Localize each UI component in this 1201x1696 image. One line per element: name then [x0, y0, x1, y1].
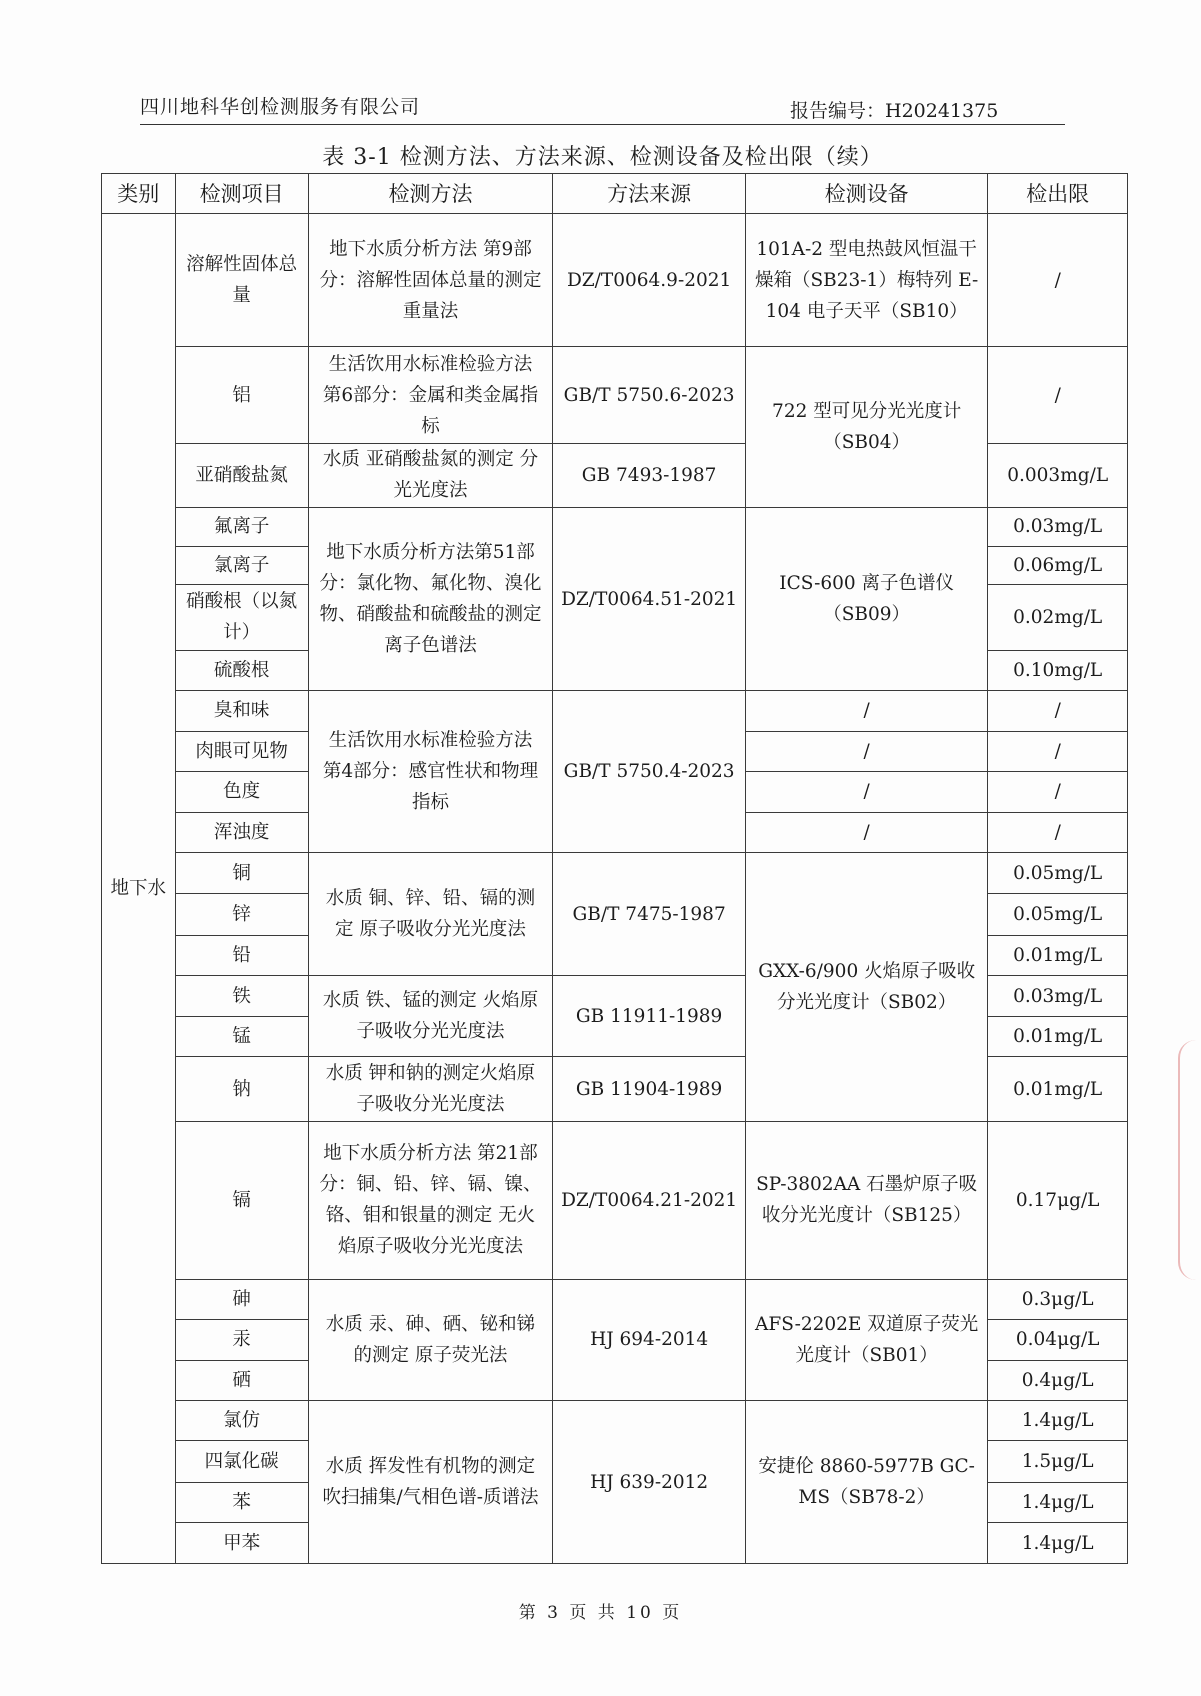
- item-cell: 铁: [175, 976, 308, 1016]
- limit-cell: /: [988, 691, 1128, 731]
- item-cell: 锰: [175, 1016, 308, 1056]
- method-cell: 地下水质分析方法 第9部分：溶解性固体总量的测定 重量法: [308, 214, 553, 347]
- equipment-cell: ICS-600 离子色谱仪（SB09）: [745, 508, 987, 691]
- category-cell: 地下水: [102, 214, 176, 1564]
- method-cell: 生活饮用水标准检验方法 第6部分：金属和类金属指标: [308, 347, 553, 443]
- item-cell: 硫酸根: [175, 650, 308, 690]
- item-cell: 四氯化碳: [175, 1441, 308, 1482]
- limit-cell: /: [988, 731, 1128, 771]
- header-divider: [140, 124, 1065, 125]
- source-cell: HJ 639-2012: [553, 1401, 746, 1564]
- method-cell: 地下水质分析方法 第21部分：铜、铅、锌、镉、镍、铬、钼和银量的测定 无火焰原子吸收分光光度法: [308, 1121, 553, 1279]
- col-header-item: 检测项目: [175, 174, 308, 214]
- table-row: [102, 691, 1128, 731]
- equipment-cell: /: [745, 772, 987, 812]
- partial-stamp-mark: [1178, 1040, 1196, 1280]
- table-row: [102, 214, 1128, 347]
- company-name: 四川地科华创检测服务有限公司: [140, 96, 421, 118]
- method-cell: 地下水质分析方法第51部分：氯化物、氟化物、溴化物、硝酸盐和硫酸盐的测定离子色谱法: [308, 508, 553, 691]
- table-row: [102, 853, 1128, 894]
- item-cell: 肉眼可见物: [175, 731, 308, 771]
- method-cell: 水质 钾和钠的测定火焰原子吸收分光光度法: [308, 1057, 553, 1122]
- col-header-source: 方法来源: [553, 174, 746, 214]
- equipment-cell: 101A-2 型电热鼓风恒温干燥箱（SB23-1）梅特列 E-104 电子天平（SB10）: [745, 214, 987, 347]
- item-cell: 浑浊度: [175, 812, 308, 852]
- item-cell: 苯: [175, 1482, 308, 1522]
- source-cell: DZ/T0064.21-2021: [553, 1121, 746, 1279]
- equipment-cell: 722 型可见分光光度计（SB04）: [745, 347, 987, 508]
- method-cell: 生活饮用水标准检验方法 第4部分：感官性状和物理指标: [308, 691, 553, 853]
- table-row: [102, 508, 1128, 546]
- equipment-cell: 安捷伦 8860-5977B GC-MS（SB78-2）: [745, 1401, 987, 1564]
- item-cell: 亚硝酸盐氮: [175, 443, 308, 508]
- item-cell: 钠: [175, 1057, 308, 1122]
- item-cell: 氯离子: [175, 546, 308, 584]
- limit-cell: 0.02mg/L: [988, 585, 1128, 651]
- source-cell: HJ 694-2014: [553, 1279, 746, 1400]
- item-cell: 锌: [175, 894, 308, 935]
- limit-cell: 1.4μg/L: [988, 1482, 1128, 1522]
- limit-cell: 0.04μg/L: [988, 1320, 1128, 1360]
- item-cell: 硝酸根（以氮计）: [175, 585, 308, 651]
- limit-cell: 0.003mg/L: [988, 443, 1128, 508]
- limit-cell: 0.05mg/L: [988, 894, 1128, 935]
- col-header-category: 类别: [102, 174, 176, 214]
- item-cell: 镉: [175, 1121, 308, 1279]
- limit-cell: /: [988, 214, 1128, 347]
- item-cell: 铜: [175, 853, 308, 894]
- limit-cell: 0.01mg/L: [988, 1016, 1128, 1056]
- source-cell: GB 11904-1989: [553, 1057, 746, 1122]
- table-title: 表 3-1 检测方法、方法来源、检测设备及检出限（续）: [322, 145, 883, 170]
- item-cell: 氯仿: [175, 1401, 308, 1441]
- equipment-cell: GXX-6/900 火焰原子吸收分光光度计（SB02）: [745, 853, 987, 1122]
- limit-cell: 0.4μg/L: [988, 1360, 1128, 1400]
- limit-cell: 0.01mg/L: [988, 1057, 1128, 1122]
- method-cell: 水质 汞、砷、硒、铋和锑的测定 原子荧光法: [308, 1279, 553, 1400]
- item-cell: 溶解性固体总量: [175, 214, 308, 347]
- item-cell: 铝: [175, 347, 308, 443]
- item-cell: 色度: [175, 772, 308, 812]
- method-cell: 水质 铜、锌、铅、镉的测定 原子吸收分光光度法: [308, 853, 553, 976]
- limit-cell: 0.03mg/L: [988, 976, 1128, 1016]
- source-cell: GB/T 5750.6-2023: [553, 347, 746, 443]
- item-cell: 汞: [175, 1320, 308, 1360]
- limit-cell: /: [988, 347, 1128, 443]
- page-footer: 第 3 页 共 10 页: [518, 1603, 683, 1623]
- detection-table: [101, 173, 1128, 1564]
- report-number: 报告编号：H20241375: [790, 100, 999, 122]
- limit-cell: 1.4μg/L: [988, 1401, 1128, 1441]
- source-cell: DZ/T0064.9-2021: [553, 214, 746, 347]
- limit-cell: 0.05mg/L: [988, 853, 1128, 894]
- equipment-cell: /: [745, 691, 987, 731]
- equipment-cell: /: [745, 812, 987, 852]
- method-cell: 水质 亚硝酸盐氮的测定 分光光度法: [308, 443, 553, 508]
- table-row: [102, 1121, 1128, 1279]
- table-row: [102, 1279, 1128, 1319]
- limit-cell: /: [988, 812, 1128, 852]
- equipment-cell: AFS-2202E 双道原子荧光光度计（SB01）: [745, 1279, 987, 1400]
- table-row: [102, 1401, 1128, 1441]
- limit-cell: 0.10mg/L: [988, 650, 1128, 690]
- item-cell: 甲苯: [175, 1523, 308, 1564]
- limit-cell: 0.03mg/L: [988, 508, 1128, 546]
- source-cell: GB/T 7475-1987: [553, 853, 746, 976]
- item-cell: 臭和味: [175, 691, 308, 731]
- equipment-cell: SP-3802AA 石墨炉原子吸收分光光度计（SB125）: [745, 1121, 987, 1279]
- col-header-method: 检测方法: [308, 174, 553, 214]
- limit-cell: 1.4μg/L: [988, 1523, 1128, 1564]
- col-header-equipment: 检测设备: [745, 174, 987, 214]
- table-row: [102, 347, 1128, 443]
- col-header-limit: 检出限: [988, 174, 1128, 214]
- limit-cell: 0.01mg/L: [988, 935, 1128, 975]
- limit-cell: 0.17μg/L: [988, 1121, 1128, 1279]
- source-cell: DZ/T0064.51-2021: [553, 508, 746, 691]
- limit-cell: /: [988, 772, 1128, 812]
- method-cell: 水质 铁、锰的测定 火焰原子吸收分光光度法: [308, 976, 553, 1057]
- method-cell: 水质 挥发性有机物的测定 吹扫捕集/气相色谱-质谱法: [308, 1401, 553, 1564]
- limit-cell: 0.3μg/L: [988, 1279, 1128, 1319]
- item-cell: 铅: [175, 935, 308, 975]
- source-cell: GB 7493-1987: [553, 443, 746, 508]
- table-header-row: [102, 174, 1128, 214]
- limit-cell: 0.06mg/L: [988, 546, 1128, 584]
- limit-cell: 1.5μg/L: [988, 1441, 1128, 1482]
- item-cell: 氟离子: [175, 508, 308, 546]
- source-cell: GB/T 5750.4-2023: [553, 691, 746, 853]
- item-cell: 硒: [175, 1360, 308, 1400]
- equipment-cell: /: [745, 731, 987, 771]
- item-cell: 砷: [175, 1279, 308, 1319]
- source-cell: GB 11911-1989: [553, 976, 746, 1057]
